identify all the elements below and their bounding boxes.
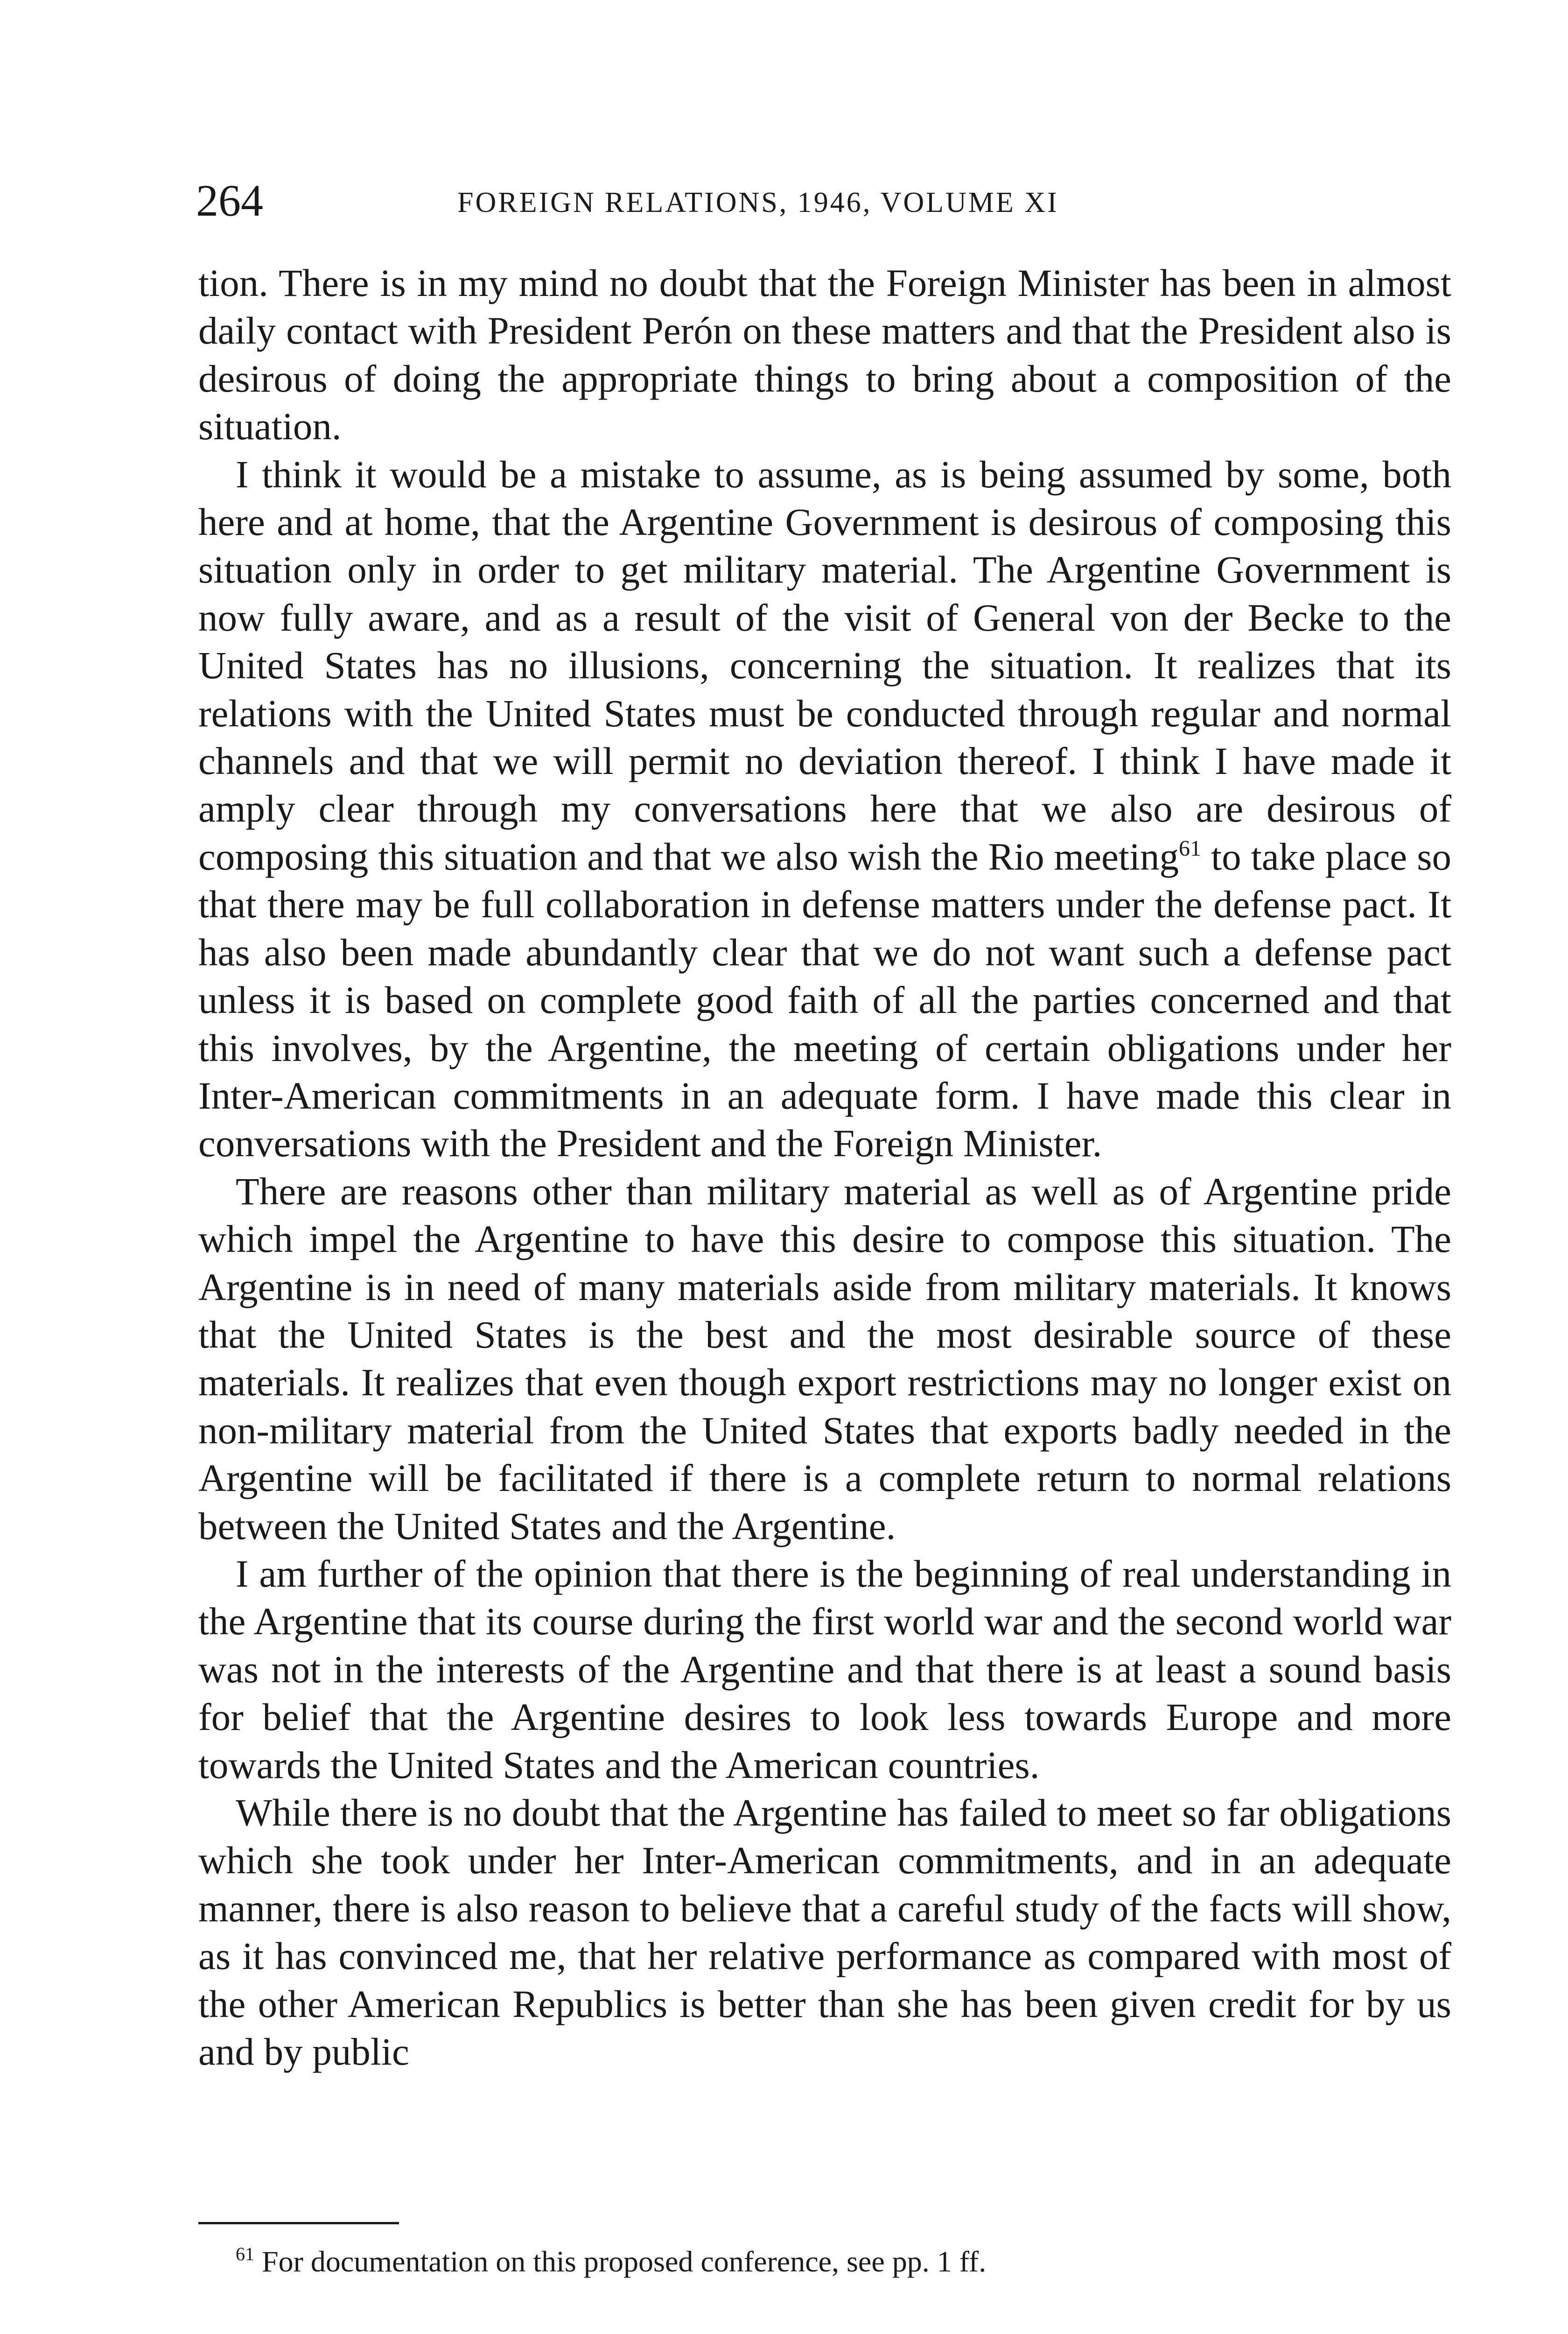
paragraph-4: I am further of the opinion that there is the beginning of real understanding in the Argentine that its course during the first world war and the second world war was not in the interests of the Argentine and that there is at least a sound basis for belief that the Argentine desires to look less towards Europe and more towards the United States and the American countries. [198,1552,1451,1786]
footnote-mark: 61 [236,2243,254,2264]
paragraph-5: While there is no doubt that the Argentine has failed to meet so far obligations which she took under her Inter-American commitments, and in an adequate manner, there is also reason to believe that a careful study of the facts will show, as it has convinced me, that her relative performance as compared with most of the other American Republics is better than she has been given credit for by us and by public [198,1791,1451,2074]
footnote-text: For documentation on this proposed conference, see pp. 1 ff. [254,2245,987,2278]
paragraph-2-text-before-ref: I think it would be a mistake to assume, as is being assumed by some, both here and at home, that the Argentine Government is desirous of composing this situation only in order to get military material. The Argentine Government is now fully aware, and as a result of the visit of General von der Becke to the United States has no illusions, concerning the situation. It realizes that its relations with the United States must be conducted through regular and normal channels and that we will permit no deviation thereof. I think I have made it amply clear through my conversations here that we also are desirous of composing this situation and that we also wish the Rio meeting [198,452,1451,878]
footnote [236,2241,1449,2283]
paragraph-1: tion. There is in my mind no doubt that the Foreign Minister has been in almost daily contact with President Perón on these matters and that the President also is desirous of doing the appropriate things to bring about a composition of the situation. [198,261,1451,448]
paragraph-2-text-after-ref: to take place so that there may be full collaboration in defense matters under the defense pact. It has also been made abundantly clear that we do not want such a defense pact unless it is based on complete good faith of all the parties concerned and that this involves, by the Argentine, the meeting of certain obligations under her Inter-American commitments in an adequate form. I have made this clear in conversations with the President and the Foreign Minister. [198,835,1451,1165]
paragraph-2 [198,450,1451,1167]
page-number: 264 [196,176,263,225]
footnote-rule [198,2222,399,2224]
running-title: FOREIGN RELATIONS, 1946, VOLUME XI [457,187,1059,218]
body-text [198,259,1451,2196]
footnote-reference[interactable]: 61 [1179,836,1202,861]
running-head [196,173,1451,229]
paragraph-3: There are reasons other than military material as well as of Argentine pride which impel the Argentine to have this desire to compose this situation. The Argentine is in need of many materials aside from military materials. It knows that the United States is the best and the most desirable source of these materials. It realizes that even though export restrictions may no longer exist on non-military material from the United States that exports badly needed in the Argentine will be facilitated if there is a complete return to normal relations between the United States and the Argentine. [198,1169,1451,1547]
